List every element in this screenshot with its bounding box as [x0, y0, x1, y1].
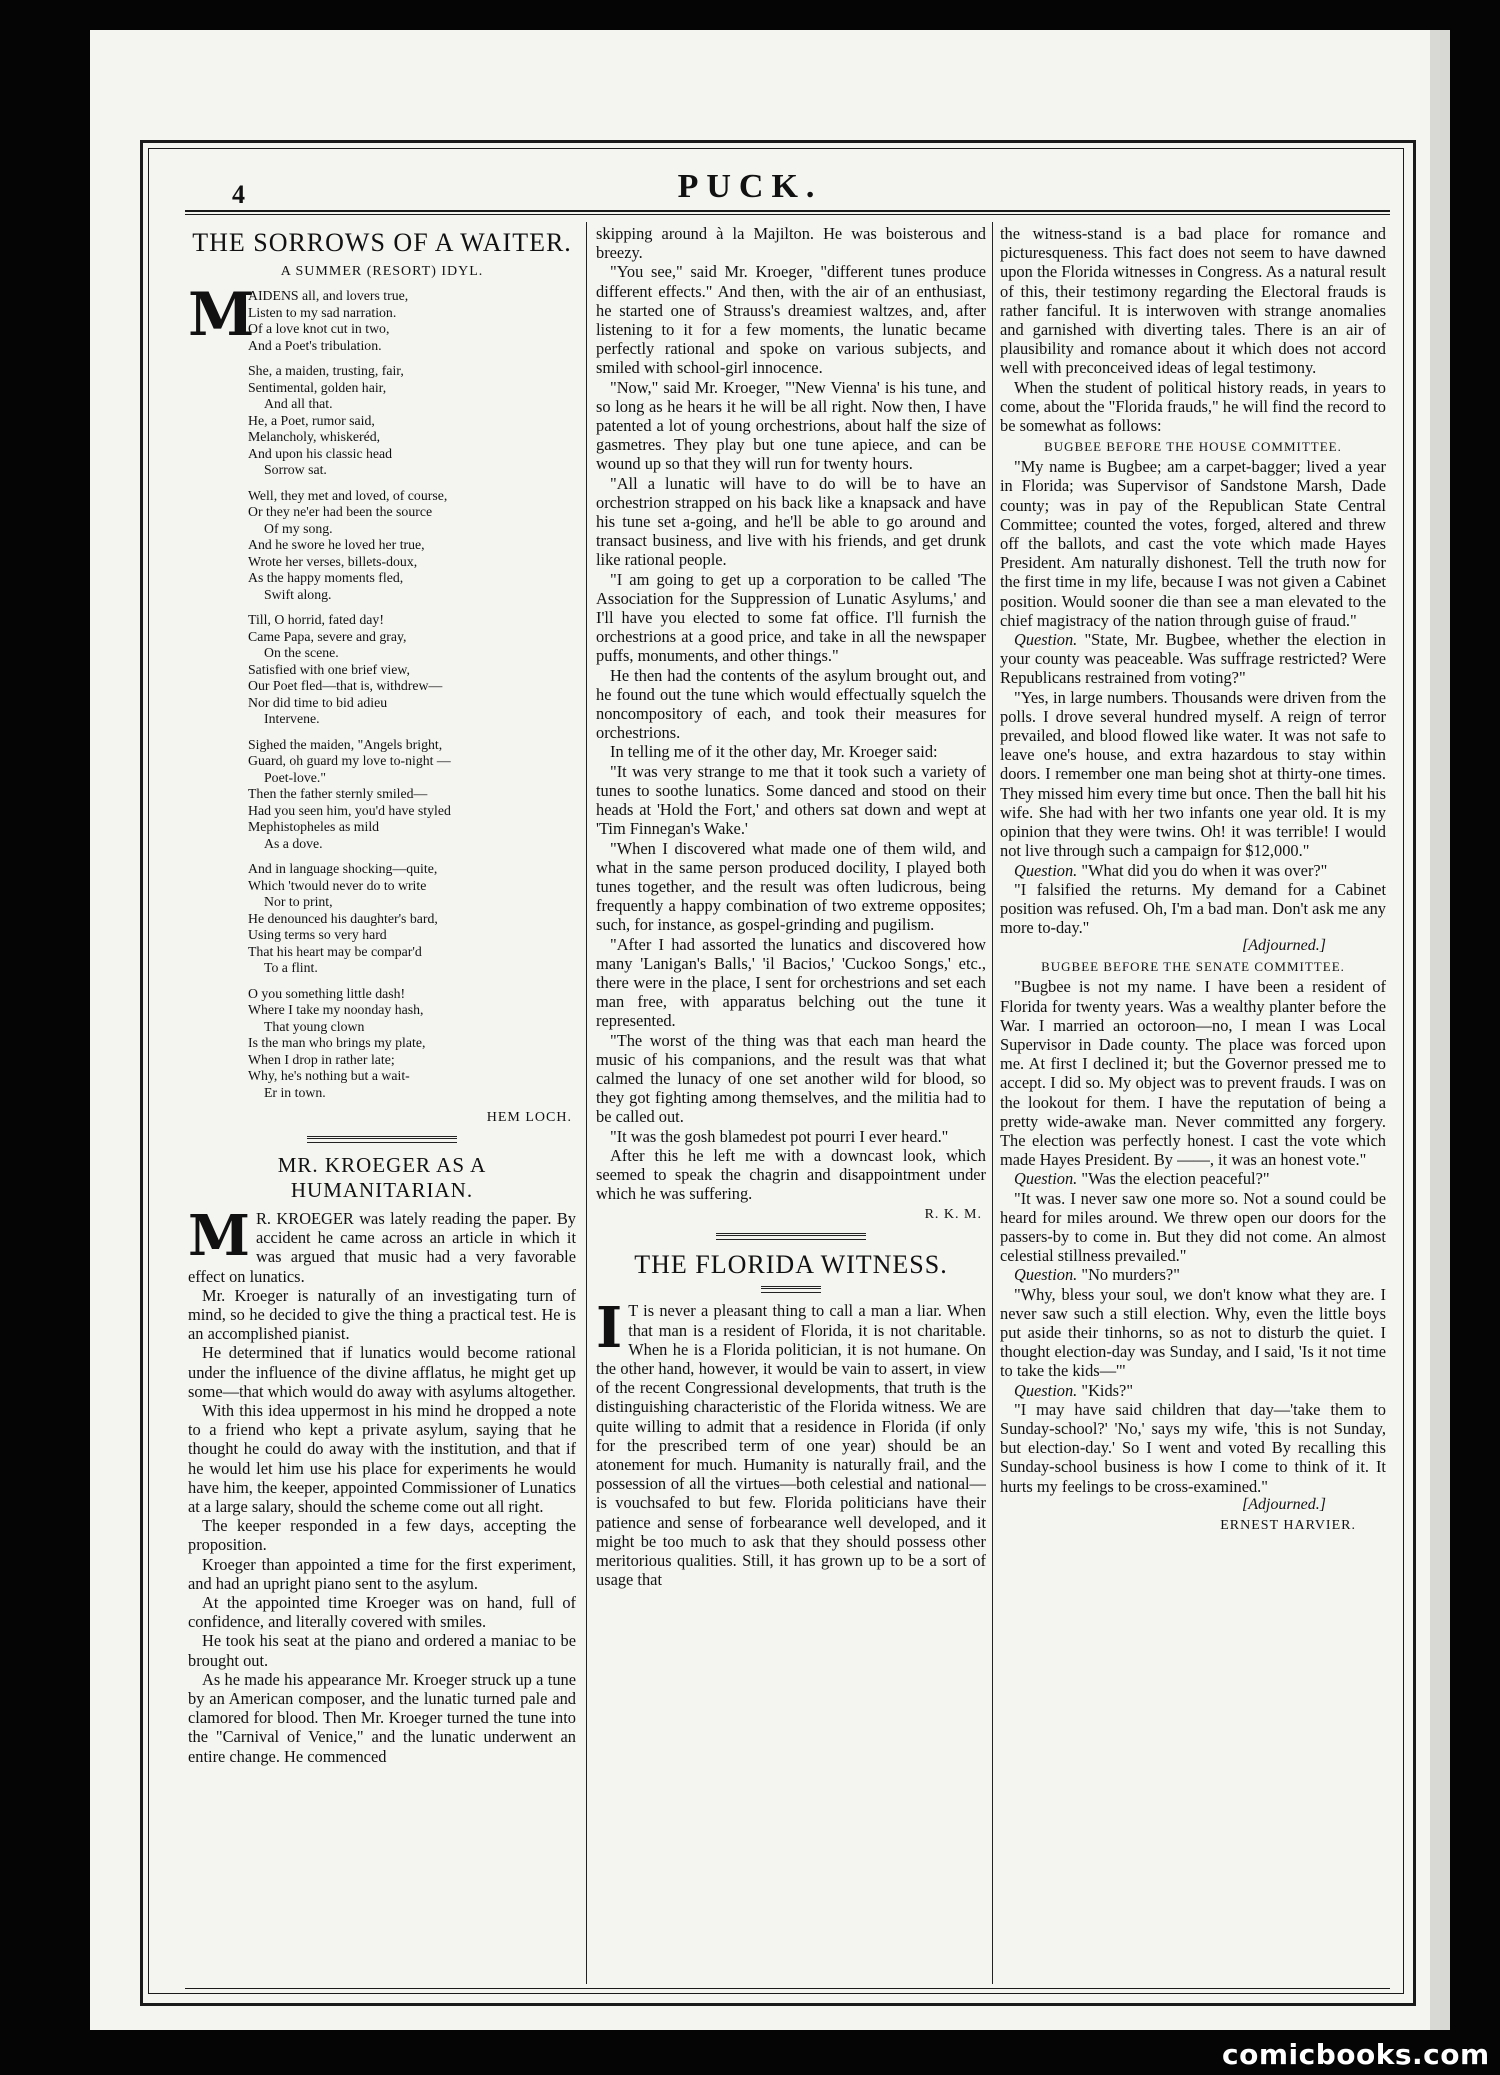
column-rule-1: [586, 222, 587, 1984]
poem-line: As a dove.: [264, 835, 323, 851]
header-rule: [185, 210, 1390, 212]
poem-line: Guard, oh guard my love to-night —: [248, 753, 451, 768]
paragraph: Mr. Kroeger is naturally of an investigating turn of mind, so he decided to give the thing a practical test. He is an accomplished pianist.: [188, 1285, 576, 1344]
poem-line: Is the man who brings my plate,: [248, 1035, 426, 1050]
column-3: [1000, 224, 1386, 1984]
poem-line: Or they ne'er had been the source: [248, 504, 433, 519]
senate-testimony: [1000, 977, 1386, 1495]
paragraph: At the appointed time Kroeger was on hand, full of confidence, and literally covered with smiles.: [188, 1593, 576, 1632]
paragraph: When the student of political history reads, in years to come, about the "Florida frauds," he will find the record to be somewhat as follows:: [1000, 377, 1386, 436]
title-underline: [761, 1286, 821, 1293]
paragraph: Question. "No murders?": [1014, 1265, 1180, 1285]
poem-line: Swift along.: [264, 586, 332, 602]
kroeger-article-body: [188, 1203, 576, 1766]
poem-line: She, a maiden, trusting, fair,: [248, 363, 404, 378]
poem-line: Nor did time to bid adieu: [248, 694, 388, 710]
paragraph: Question. "State, Mr. Bugbee, whether the election in your county was peaceable. Was suffrage restricted? Were Republicans restrained from voting?": [1000, 630, 1386, 688]
paragraph: "I am going to get up a corporation to be called 'The Association for the Suppression of Lunatic Asylums,' and I'll have you elected to some fat office. I'll furnish the orchestrions at a good price, and take in all the newspaper puffs, monuments, and other things.": [596, 569, 986, 666]
poem-stanza: [248, 363, 576, 479]
page-spine: [1430, 30, 1450, 2030]
dropcap: I: [596, 1295, 623, 1362]
column-2: [596, 224, 986, 1984]
poem-stanza: [248, 612, 576, 728]
adjourned-note-2: [Adjourned.]: [1242, 1495, 1326, 1513]
footer-rule: [185, 1988, 1390, 1989]
dropcap-m: M: [188, 280, 255, 350]
header-rule-thin: [185, 214, 1390, 215]
poem-line: Poet-love.": [264, 769, 326, 785]
poem-line: That young clown: [264, 1018, 365, 1034]
poem-line: Our Poet fled—that is, withdrew—: [248, 678, 443, 693]
paragraph: the witness-stand is a bad place for romance and picturesqueness. This fact does not seem to have dawned upon the Florida witnesses in Congress. As a natural result of this, their testimony regarding the Electoral frauds is rather fanciful. It is interwoven with strange anomalies and garnished with diverting tales. There is an air of plausibility and romance about it which does not accord well with preconceived ideas of legal testimony.: [1000, 224, 1386, 378]
poem-line: Sighed the maiden, "Angels bright,: [248, 736, 443, 752]
adjourned-note-1: [Adjourned.]: [1242, 937, 1326, 955]
kroeger-article-continued: [596, 224, 986, 1203]
poem-stanza: [248, 288, 576, 354]
column-rule-2: [992, 222, 993, 1984]
section-divider: [716, 1233, 866, 1240]
poem-line: Intervene.: [264, 711, 320, 726]
paragraph: skipping around à la Majilton. He was boisterous and breezy.: [596, 224, 986, 263]
question-label: Question.: [1014, 860, 1082, 880]
poem-line: Had you seen him, you'd have styled: [248, 802, 451, 818]
poem-line: Satisfied with one brief view,: [248, 661, 410, 677]
house-testimony: [1000, 457, 1386, 937]
poem-body: [248, 288, 576, 1101]
poem-line: Sorrow sat.: [264, 462, 327, 477]
poem-stanza: [248, 488, 576, 604]
page-number: 4: [232, 180, 245, 209]
poem-line: Where I take my noonday hash,: [248, 1002, 424, 1017]
poem-line: To a flint.: [264, 960, 318, 975]
poem-line: Which 'twould never do to write: [248, 877, 427, 893]
paragraph: After this he left me with a downcast look, which seemed to speak the chagrin and disappointment under which he was suffering.: [596, 1145, 986, 1204]
paragraph: He then had the contents of the asylum brought out, and he found out the tune which would effectually squelch the noncompository of each, and took their measures for orchestrions.: [596, 665, 986, 743]
paragraph: "Why, bless your soul, we don't know what they are. I never saw such a still election. Why, even the little boys put aside their tinhorns, so as not to disturb the quiet. I thought election-day was Sunday, and I said, 'Is it not time to take the kids—'": [1000, 1284, 1386, 1381]
paragraph: "Now," said Mr. Kroeger, "'New Vienna' is his tune, and so long as he hears it he will be all right. Now then, I have patented a lot of young orchestrions, about half the size of gasmetres. They play but one tune apiece, and can be wound up so that they will run for twenty hours.: [596, 377, 986, 474]
paragraph: Question. "What did you do when it was over?": [1014, 860, 1328, 880]
poem-line: Came Papa, severe and gray,: [248, 628, 407, 644]
paragraph-text: R. KROEGER was lately reading the paper. By accident he came across an article in which it was argued that music had a very favorable effect on lunatics.: [188, 1209, 576, 1286]
section-house-committee: BUGBEE BEFORE THE HOUSE COMMITTEE.: [1044, 439, 1342, 455]
masthead: PUCK.: [677, 168, 823, 205]
paragraph: He determined that if lunatics would become rational under the influence of the divine afflatus, he might get up some—that which would do away with asylums altogether.: [188, 1343, 576, 1401]
poem-signature: HEM LOCH.: [486, 1110, 572, 1125]
paragraph: As he made his appearance Mr. Kroeger struck up a tune by an American composer, and the lunatic turned pale and clamored for blood. Then Mr. Kroeger turned the tune into the "Carnival of Venice," and the lunatic underwent an entire change. He commenced: [188, 1669, 576, 1766]
poem-line: As the happy moments fled,: [248, 570, 404, 585]
poem-line: Of a love knot cut in two,: [248, 321, 390, 336]
kroeger-signature: R. K. M.: [924, 1207, 982, 1223]
paragraph: "My name is Bugbee; am a carpet-bagger; lived a year in Florida; was Supervisor of Sandstone Marsh, Dade county; was in pay of the Republican State Central Committee; counted the votes, forged, altered and threw off the ballots, and cast the vote which made Hayes President. Am naturally dishonest. Tell the truth now for the first time in my life, because I was not given a Cabinet position. Would sooner die than see a man elevated to the chief magistracy of the nation through guise of fraud.": [1000, 457, 1386, 630]
dropcap: M: [188, 1203, 250, 1269]
paragraph: Question. "Was the election peaceful?": [1014, 1169, 1270, 1189]
poem-line: Why, he's nothing but a wait-: [248, 1068, 410, 1083]
paragraph: Kroeger than appointed a time for the first experiment, and had an upright piano sent to the asylum.: [188, 1554, 576, 1593]
poem-line: Of my song.: [264, 520, 333, 536]
poem-line: Well, they met and loved, of course,: [248, 487, 448, 503]
paragraph: [188, 1203, 576, 1286]
florida-article-body: [596, 1295, 986, 1590]
paragraph: "I falsified the returns. My demand for a Cabinet position was refused. Oh, I'm a bad man. Don't ask me any more to-day.": [1000, 879, 1386, 938]
poem-line: Melancholy, whiskeréd,: [248, 429, 381, 444]
poem-title: THE SORROWS OF A WAITER.: [192, 228, 572, 257]
paragraph-text: T is never a pleasant thing to call a man a liar. When that man is a resident of Florida, it is not charitable. When he is a Florida politician, it is not humane. On the other hand, however, it would be vain to assert, in view of the recent Congressional developments, that truth is the distinguishing characteristic of the Florida witness. We are quite willing to admit that a residence in Florida (if only for the prescribed term of one year) should be an atonement for much. Humanity is naturally frail, and the possession of all the virtues—both celestial and national—is vouchsafed to but few. Florida politicians have their patience and sense of forbearance well developed, and it might be too much to ask that they should possess other meritorious qualities. Still, it has grown up to be a sort of usage that: [596, 1301, 986, 1590]
poem-line: Till, O horrid, fated day!: [248, 612, 384, 627]
poem-line: O you something little dash!: [248, 985, 406, 1001]
paragraph: "When I discovered what made one of them wild, and what in the same person produced docility, I played both tunes together, and the result was often ludicrous, being frequently a happy combination of two extreme opposites; such, for instance, as gospel-grinding and pugilism.: [596, 838, 986, 935]
poem-line: And a Poet's tribulation.: [248, 337, 382, 353]
poem-line: He, a Poet, rumor said,: [248, 412, 375, 428]
poem-stanza: [248, 861, 576, 977]
poem-stanza: [248, 737, 576, 853]
paragraph: "Bugbee is not my name. I have been a resident of Florida for twenty years. Was a wealthy planter before the War. I married an octoroon—no, I mean I was Local Supervisor in Dade county. The place was forced upon me. At first I declined it; but the Governor pressed me to accept. I did so. My object was to prevent frauds. I was on the lookout for them. I have the reputation of being a pretty wide-awake man. Never committed any forgery. The election was perfectly honest. I cast the vote which made Hayes President. By ——, it was an honest vote.": [1000, 977, 1386, 1170]
paragraph: "After I had assorted the lunatics and discovered how many 'Lanigan's Balls,' 'il Bacios,' 'Cuckoo Songs,' etc., there were in the place, I sent for orchestrions and set each man free, with apparatus belching out the tune it represented.: [596, 934, 986, 1031]
paragraph: The keeper responded in a few days, accepting the proposition.: [188, 1516, 576, 1555]
paragraph: "All a lunatic will have to do will be to have an orchestrion strapped on his back like a knapsack and have his tune set a-going, and he'll be able to go around and transact business, and live with his friends, and get drunk like rational people.: [596, 473, 986, 570]
paragraph: "It was the gosh blamedest pot pourri I ever heard.": [610, 1126, 949, 1146]
poem-line: Er in town.: [264, 1084, 326, 1100]
poem-line: He denounced his daughter's bard,: [248, 910, 438, 926]
poem-line: Listen to my sad narration.: [248, 304, 397, 320]
paragraph: "I may have said children that day—'take them to Sunday-school?' 'No,' says my wife, 'this is not Sunday, but election-day.' So I went and voted By recalling this Sunday-school business is how I come to think of it. It hurts my feelings to be cross-examined.": [1000, 1399, 1386, 1496]
paragraph: "It was. I never saw one more so. Not a sound could be heard for miles around. We threw open our doors for the passers-by to come in. But they did not come. An almost celestial stillness prevailed.": [1000, 1188, 1386, 1266]
poem-line: Using terms so very hard: [248, 927, 387, 942]
poem-line: And he swore he loved her true,: [248, 537, 425, 552]
question-label: Question.: [1014, 1380, 1082, 1400]
poem-line: And in language shocking—quite,: [248, 861, 438, 876]
poem-line: Then the father sternly smiled—: [248, 786, 428, 801]
article-title-kroeger: MR. KROEGER AS A HUMANITARIAN.: [277, 1153, 487, 1202]
paragraph: "Yes, in large numbers. Thousands were driven from the polls. I drove several hundred myself. A reign of terror prevailed, and blood flowed like water. It was not safe to leave one's house, and extra hazardous to stay within doors. I remember one man being shot at thirty-one times. They missed him every time but once. Then the ball hit his wife. She had with her two infants one year old. It is my opinion that they were twins. Oh! it was terrible! I would not live through such a campaign for $12,000.": [1000, 687, 1386, 861]
article-title-florida: THE FLORIDA WITNESS.: [634, 1250, 948, 1280]
paragraph: Question. "Kids?": [1014, 1380, 1134, 1400]
section-senate-committee: BUGBEE BEFORE THE SENATE COMMITTEE.: [1041, 959, 1345, 975]
poem-line: That his heart may be compar'd: [248, 943, 422, 959]
question-label: Question.: [1014, 630, 1085, 650]
paragraph: "It was very strange to me that it took such a variety of tunes to soothe lunatics. Some danced and stood on their heads at 'Hold the Fort,' and others sat down and wept at 'Tim Finnegan's Wake.': [596, 761, 986, 839]
poem-line: On the scene.: [264, 645, 339, 660]
poem-stanza: [248, 986, 576, 1102]
section-divider: [307, 1136, 457, 1143]
poem-line: And upon his classic head: [248, 445, 393, 461]
poem-line: When I drop in rather late;: [248, 1051, 395, 1067]
paragraph: In telling me of it the other day, Mr. Kroeger said:: [610, 742, 938, 762]
poem-line: Wrote her verses, billets-doux,: [248, 553, 418, 569]
question-label: Question.: [1014, 1169, 1082, 1189]
watermark: comicbooks.com: [1222, 2038, 1490, 2071]
florida-signature: ERNEST HARVIER.: [1220, 1517, 1356, 1533]
column-1: [188, 224, 576, 1984]
paragraph: With this idea uppermost in his mind he dropped a note to a friend who kept a private asylum, saying that he thought he could do away with the institution, and that if he would let him use his place for experiments he would have him, the keeper, appointed Commissioner of Lunatics at a large salary, should the scheme come out all right.: [188, 1401, 576, 1517]
poem-line: Nor to print,: [264, 894, 333, 909]
poem-line: And all that.: [264, 396, 333, 411]
question-label: Question.: [1014, 1265, 1082, 1285]
poem-subtitle: A SUMMER (RESORT) IDYL.: [280, 264, 484, 279]
florida-article-continued: [1000, 224, 1386, 435]
poem-line: AIDENS all, and lovers true,: [248, 288, 409, 303]
poem-line: Mephistopheles as mild: [248, 819, 380, 834]
paragraph: "The worst of the thing was that each man heard the music of his companions, and the result was that what calmed the lunacy of one set another wild for blood, so they got fighting among themselves, and the militia had to be called out.: [596, 1030, 986, 1127]
poem-line: Sentimental, golden hair,: [248, 379, 387, 395]
paragraph: "You see," said Mr. Kroeger, "different tunes produce different effects." And then, with the air of an enthusiast, he started one of Strauss's dreamiest waltzes, and, after listening to it for a few moments, the lunatic became perfectly rational and spoke on various subjects, and smiled with school-girl innocence.: [596, 262, 986, 378]
paragraph: He took his seat at the piano and ordered a maniac to be brought out.: [188, 1631, 576, 1670]
paragraph: [596, 1295, 986, 1590]
